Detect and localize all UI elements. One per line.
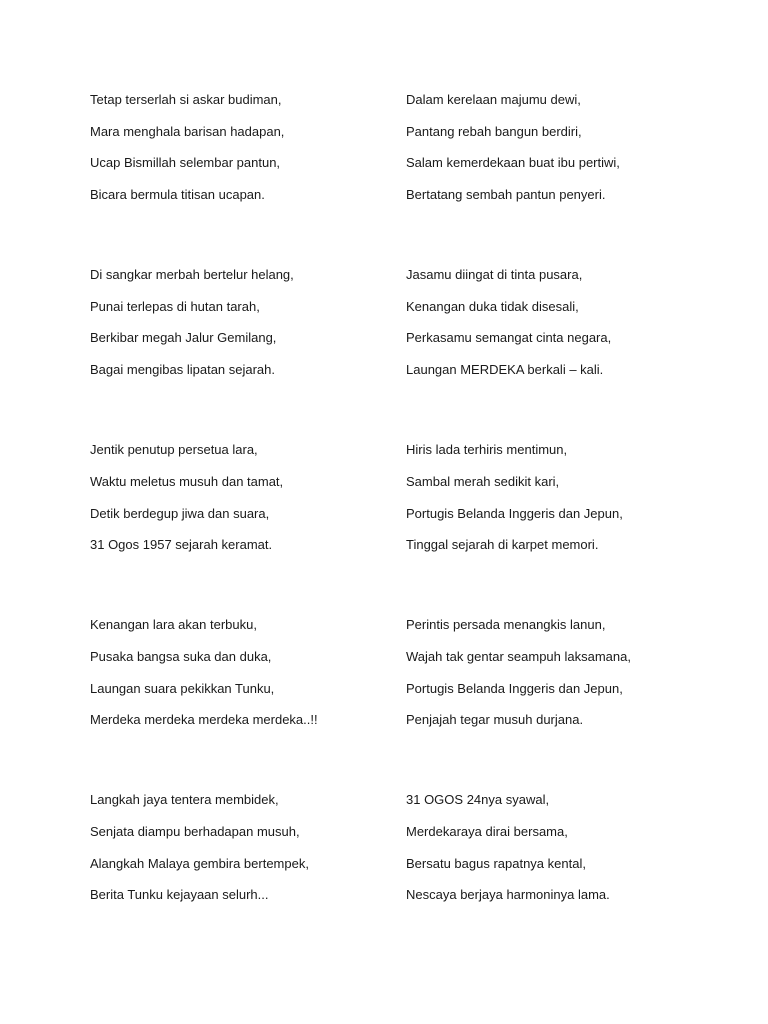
verse-line: Perintis persada menangkis lanun,: [406, 617, 606, 633]
verse-line: 31 OGOS 24nya syawal,: [406, 792, 550, 808]
verse-line: Jentik penutup persetua lara,: [90, 442, 258, 458]
verse-line: Portugis Belanda Inggeris dan Jepun,: [406, 505, 623, 521]
verse-line: Bersatu bagus rapatnya kental,: [406, 855, 586, 871]
stanza: [406, 617, 706, 728]
verse-line: Pusaka bangsa suka dan duka,: [90, 648, 272, 664]
poem-column-right: [406, 92, 706, 967]
verse-line: Tinggal sejarah di karpet memori.: [406, 537, 599, 553]
poem-column-left: [90, 92, 390, 967]
stanza: [406, 792, 706, 903]
stanza: [90, 442, 390, 553]
stanza: [90, 267, 390, 378]
verse-line: Perkasamu semangat cinta negara,: [406, 330, 612, 346]
stanza: [90, 617, 390, 728]
verse-line: Berita Tunku kejayaan selurh...: [90, 887, 269, 903]
stanza: [406, 267, 706, 378]
stanza: [406, 442, 706, 553]
verse-line: Portugis Belanda Inggeris dan Jepun,: [406, 680, 623, 696]
verse-line: Pantang rebah bangun berdiri,: [406, 123, 582, 139]
verse-line: 31 Ogos 1957 sejarah keramat.: [90, 537, 273, 553]
verse-line: Jasamu diingat di tinta pusara,: [406, 267, 583, 283]
verse-line: Tetap terserlah si askar budiman,: [90, 92, 282, 107]
stanza: [406, 92, 706, 203]
verse-line: Berkibar megah Jalur Gemilang,: [90, 330, 277, 346]
verse-line: Langkah jaya tentera membidek,: [90, 792, 279, 808]
verse-line: Punai terlepas di hutan tarah,: [90, 298, 260, 314]
stanza: [90, 92, 390, 203]
verse-line: Merdeka merdeka merdeka merdeka..!!: [90, 712, 318, 728]
stanza: [90, 792, 390, 903]
verse-line: Detik berdegup jiwa dan suara,: [90, 505, 270, 521]
verse-line: Bicara bermula titisan ucapan.: [90, 187, 265, 203]
verse-line: Hiris lada terhiris mentimun,: [406, 442, 568, 458]
verse-line: Mara menghala barisan hadapan,: [90, 123, 285, 139]
verse-line: Ucap Bismillah selembar pantun,: [90, 155, 281, 171]
verse-line: Waktu meletus musuh dan tamat,: [90, 473, 284, 489]
verse-line: Bagai mengibas lipatan sejarah.: [90, 362, 276, 378]
verse-line: Salam kemerdekaan buat ibu pertiwi,: [406, 155, 620, 171]
verse-line: Merdekaraya dirai bersama,: [406, 823, 568, 839]
verse-line: Wajah tak gentar seampuh laksamana,: [406, 648, 631, 664]
verse-line: Dalam kerelaan majumu dewi,: [406, 92, 581, 107]
verse-line: Penjajah tegar musuh durjana.: [406, 712, 584, 728]
verse-line: Senjata diampu berhadapan musuh,: [90, 823, 300, 839]
verse-line: Di sangkar merbah bertelur helang,: [90, 267, 294, 283]
verse-line: Bertatang sembah pantun penyeri.: [406, 187, 606, 203]
verse-line: Alangkah Malaya gembira bertempek,: [90, 855, 309, 871]
verse-line: Sambal merah sedikit kari,: [406, 473, 560, 489]
verse-line: Kenangan duka tidak disesali,: [406, 298, 579, 314]
verse-line: Laungan MERDEKA berkali – kali.: [406, 362, 604, 378]
verse-line: Kenangan lara akan terbuku,: [90, 617, 257, 633]
verse-line: Laungan suara pekikkan Tunku,: [90, 680, 275, 696]
verse-line: Nescaya berjaya harmoninya lama.: [406, 887, 610, 903]
